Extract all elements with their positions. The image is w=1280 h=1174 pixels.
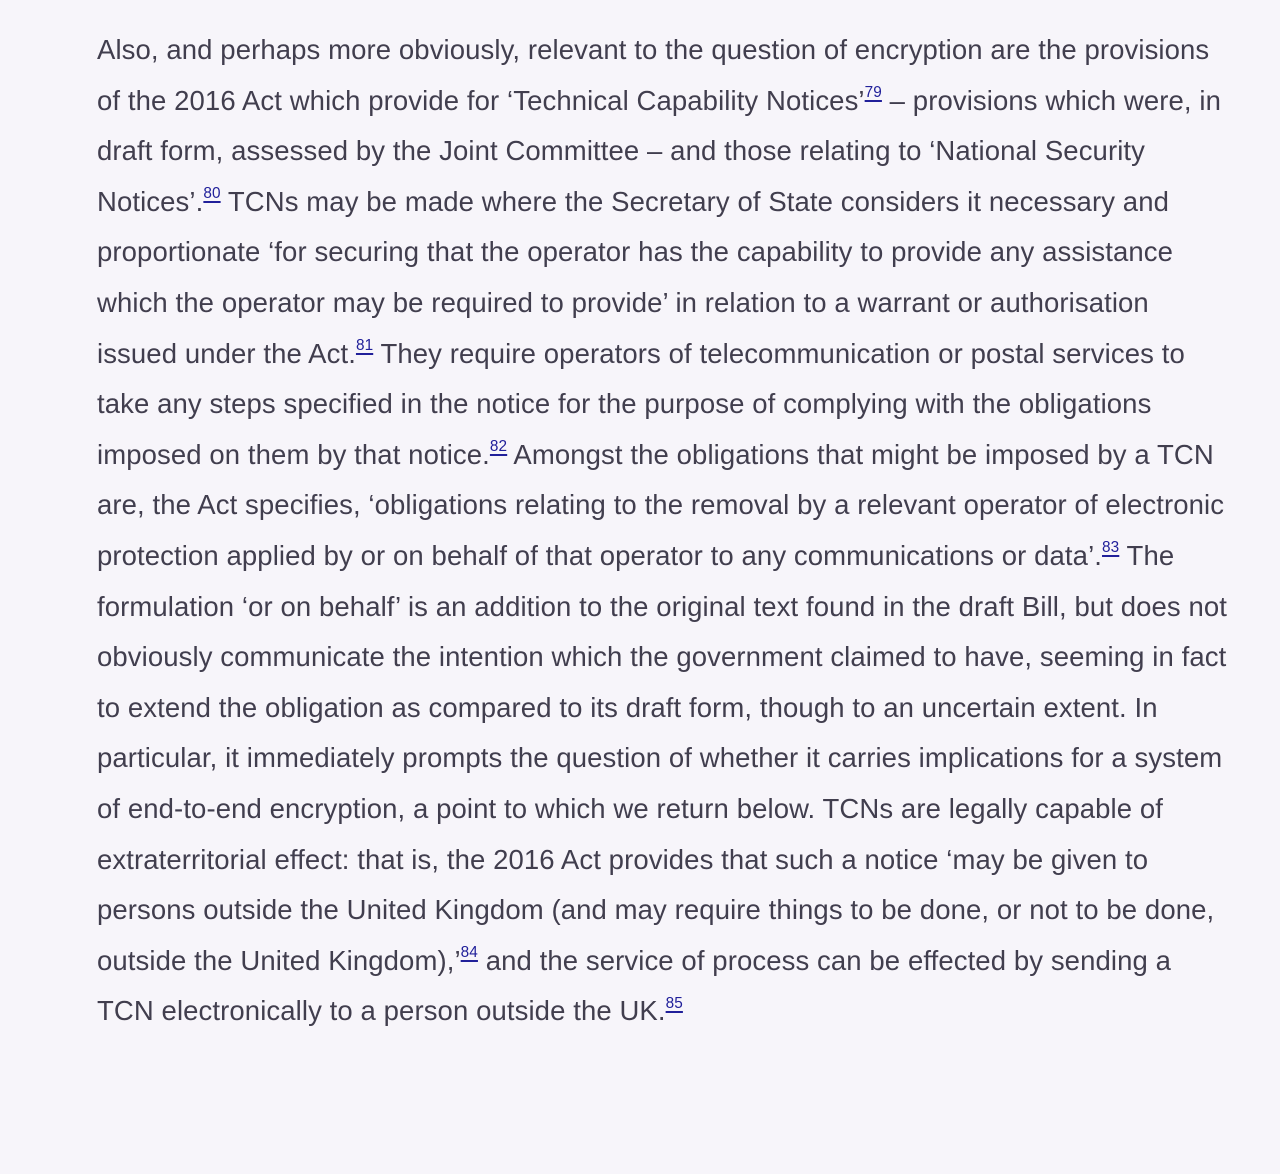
- footnote-link-83[interactable]: 83: [1102, 539, 1120, 557]
- paragraph-text-segment: TCNs may be made where the Secretary of State considers it necessary and proportionate ‘for securing that the operator has the capability to provide any assistance which the operator may be required to provide’ in relation to a warrant or authorisation issued under the Act.: [97, 185, 1174, 369]
- paragraph-text-segment: – provisions which were, in draft form, assessed by the Joint Committee – and those relating to ‘National Security Notices’.: [97, 84, 1221, 217]
- footnote-link-81[interactable]: 81: [355, 336, 374, 354]
- footnote-superscript: [865, 76, 882, 102]
- paragraph-text-segment: The formulation ‘or on behalf’ is an addition to the original text found in the draft Bill, but does not obviously communicate the intention which the government claimed to have, seeming in fact to extend the obligation as compared to its draft form, though to an uncertain extent. In particular, it immediately prompts the question of whether it carries implications for a system of end-to-end encryption, a point to which we return below. TCNs are legally capable of extraterritorial effect: that is, the 2016 Act provides that such a notice ‘may be given to persons outside the United Kingdom (and may require things to be done, or not to be done, outside the United Kingdom),’: [97, 539, 1228, 976]
- footnote-superscript: [666, 987, 683, 1013]
- paragraph-text-segment: and the service of process can be effected by sending a TCN electronically to a person outside the UK.: [97, 944, 1171, 1027]
- footnote-link-80[interactable]: 80: [203, 185, 221, 203]
- footnote-link-82[interactable]: 82: [489, 438, 508, 456]
- footnote-link-84[interactable]: 84: [460, 944, 478, 962]
- footnote-superscript: [203, 177, 220, 203]
- footnote-link-85[interactable]: 85: [665, 994, 683, 1012]
- article-paragraph: [97, 25, 1235, 1037]
- footnote-superscript: [1102, 531, 1119, 557]
- paragraph-text-segment: Amongst the obligations that might be imposed by a TCN are, the Act specifies, ‘obligations relating to the removal by a relevant operator of electronic protection applied by or on behalf of that operator to any communications or data’.: [97, 438, 1225, 571]
- footnote-superscript: [490, 430, 507, 456]
- footnote-link-79[interactable]: 79: [864, 84, 882, 101]
- footnote-superscript: [356, 329, 373, 355]
- paragraph-text-segment: They require operators of telecommunication or postal services to take any steps specified in the notice for the purpose of complying with the obligations imposed on them by that notice.: [97, 337, 1185, 470]
- paragraph-text-segment: Also, and perhaps more obviously, relevant to the question of encryption are the provisions of the 2016 Act which provide for ‘Technical Capability Notices’: [97, 34, 1210, 116]
- footnote-superscript: [461, 936, 478, 962]
